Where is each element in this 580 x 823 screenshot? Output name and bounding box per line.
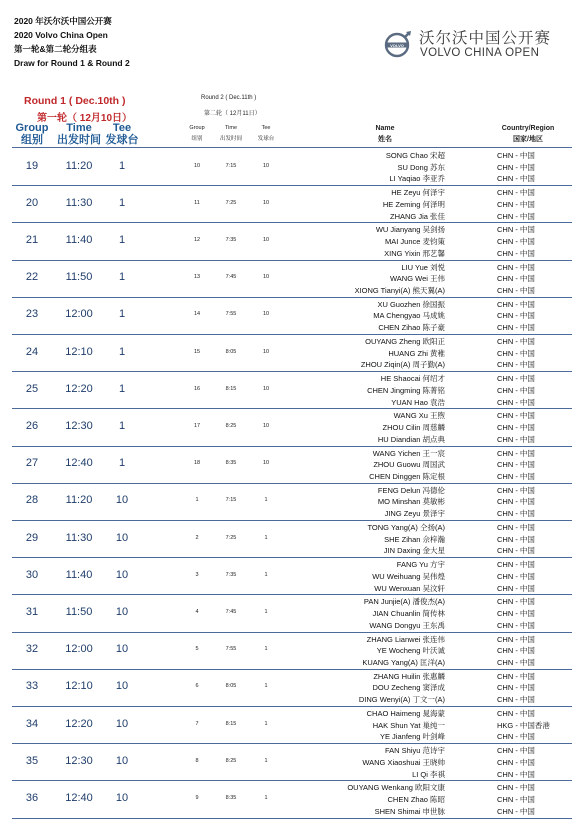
r2-start-time: 7:35 [225, 236, 237, 243]
player-name: HE Zeming 何泽明 [382, 199, 445, 209]
tee-number: 1 [118, 382, 126, 395]
r2-tee-number: 10 [262, 274, 270, 281]
player-name: ZHOU Cilin 周慈麟 [382, 423, 445, 433]
player-name: MO Minshan 莫敏彬 [377, 497, 445, 507]
table-row [12, 408, 572, 445]
player-name: SU Dong 苏东 [397, 162, 445, 172]
group-number: 21 [25, 233, 39, 246]
r2-group-number: 14 [193, 311, 201, 318]
group-number: 28 [25, 494, 39, 507]
table-row [12, 148, 572, 185]
player-name: WANG Yichen 王一宸 [372, 448, 445, 458]
tee-number: 10 [115, 791, 129, 804]
player-country: CHN - 中国 [497, 411, 535, 421]
tee-number: 1 [118, 159, 126, 172]
r2-tee-number: 10 [262, 385, 270, 392]
player-name: WANG Wei 王伟 [389, 274, 445, 284]
start-time: 12:10 [65, 345, 93, 358]
group-number: 30 [25, 568, 39, 581]
r2-start-time: 8:05 [225, 683, 237, 690]
r2-tee-number: 1 [264, 720, 268, 727]
player-country: CHN - 中国 [497, 337, 535, 346]
group-number: 24 [25, 345, 39, 358]
tee-number: 1 [118, 457, 126, 470]
group-number: 34 [25, 717, 39, 730]
player-country: CHN - 中国 [497, 397, 535, 407]
player-name: XING Yixin 邢艺馨 [384, 248, 445, 258]
group-number: 27 [25, 457, 39, 470]
start-time: 11:30 [65, 196, 93, 209]
start-time: 11:20 [65, 159, 93, 172]
col-r2-tee-header: Tee 发球台 [257, 125, 275, 142]
table-row [12, 743, 572, 780]
player-country: CHN - 中国 [497, 620, 535, 630]
player-country: CHN - 中国 [497, 769, 535, 779]
player-country: CHN - 中国 [497, 671, 535, 681]
r2-group-number: 3 [195, 571, 199, 578]
start-time: 12:20 [65, 382, 93, 395]
tee-number: 10 [115, 680, 129, 693]
volvo-emblem-icon [382, 30, 412, 60]
table-row [12, 260, 572, 297]
player-name: MAI Junce 麦钧策 [384, 237, 445, 247]
table-row [12, 446, 572, 483]
table-row [12, 594, 572, 631]
r2-group-number: 16 [193, 385, 201, 392]
start-time: 11:50 [65, 271, 93, 284]
group-number: 35 [25, 754, 39, 767]
r2-group-number: 4 [195, 608, 199, 615]
player-country: CHN - 中国 [497, 571, 535, 581]
r2-start-time: 8:15 [225, 720, 237, 727]
table-divider [12, 818, 572, 819]
r2-start-time: 8:25 [225, 757, 237, 764]
player-name: FANG Yu 方宇 [396, 560, 445, 570]
header-subtitle-en: Draw for Round 1 & Round 2 [14, 58, 130, 68]
player-name: ZHOU Guowu 周国武 [373, 460, 445, 470]
r2-start-time: 8:05 [225, 348, 237, 355]
tee-number: 1 [118, 196, 126, 209]
player-country: CHN - 中国 [497, 460, 535, 470]
r2-start-time: 7:25 [225, 199, 237, 206]
round2-label-cn: 第二轮（ 12月11日） [204, 111, 261, 117]
player-name: FENG Delun 冯德伦 [377, 485, 445, 495]
player-name: JIN Daxing 金大星 [383, 546, 445, 556]
start-time: 12:10 [65, 680, 93, 693]
header-title-en: 2020 Volvo China Open [14, 30, 108, 40]
player-country: CHN - 中国 [497, 509, 535, 519]
r2-start-time: 8:15 [225, 385, 237, 392]
player-country: CHN - 中国 [497, 188, 535, 198]
player-name: WU Wenxuan 吴汶轩 [374, 583, 445, 593]
player-country: CHN - 中国 [497, 423, 535, 433]
header-title-cn: 2020 年沃尔沃中国公开赛 [14, 16, 112, 26]
player-country: CHN - 中国 [497, 523, 535, 532]
player-country: CHN - 中国 [497, 560, 535, 570]
player-country: CHN - 中国 [497, 374, 535, 384]
start-time: 11:40 [65, 233, 93, 246]
player-name: XIONG Tianyi(A) 熊天翼(A) [354, 285, 445, 295]
player-country: CHN - 中国 [497, 597, 535, 607]
player-country: CHN - 中国 [497, 757, 535, 767]
player-name: DING Wenyi(A) 丁文一(A) [358, 695, 445, 705]
player-country: CHN - 中国 [497, 237, 535, 247]
r2-group-number: 5 [195, 646, 199, 653]
r2-group-number: 13 [193, 274, 201, 281]
group-number: 20 [25, 196, 39, 209]
player-name: FAN Shiyu 范诗宇 [384, 746, 445, 756]
player-name: HU Diandian 胡点典 [377, 434, 445, 444]
table-row [12, 669, 572, 706]
player-name: OUYANG Zheng 欧阳正 [365, 337, 445, 346]
player-country: CHN - 中国 [497, 795, 535, 805]
r2-tee-number: 1 [264, 497, 268, 504]
table-row [12, 222, 572, 259]
col-r2-time-header: Time 出发时间 [219, 125, 242, 142]
player-name: HE Zeyu 何泽宇 [391, 188, 445, 198]
col-group-header: Group 组别 [15, 122, 49, 146]
r2-tee-number: 1 [264, 794, 268, 801]
player-name: WANG Dongyu 王东禹 [369, 620, 445, 630]
player-country: CHN - 中国 [497, 695, 535, 705]
player-name: YE Jianfeng 叶剑峰 [379, 732, 445, 742]
r2-group-number: 2 [195, 534, 199, 541]
player-country: CHN - 中国 [497, 248, 535, 258]
r2-group-number: 7 [195, 720, 199, 727]
r2-group-number: 17 [193, 422, 201, 429]
col-r2-group-header: Group 组别 [189, 125, 205, 142]
r2-group-number: 8 [195, 757, 199, 764]
player-country: CHN - 中国 [497, 311, 535, 321]
r2-start-time: 7:15 [225, 162, 237, 169]
player-country: CHN - 中国 [497, 485, 535, 495]
player-name: MA Chengyao 马成姚 [373, 311, 445, 321]
table-row [12, 297, 572, 334]
r2-start-time: 7:45 [225, 608, 237, 615]
tee-number: 1 [118, 308, 126, 321]
player-country: CHN - 中国 [497, 174, 535, 184]
player-country: CHN - 中国 [497, 274, 535, 284]
start-time: 12:30 [65, 419, 93, 432]
player-name: XU Guozhen 徐国振 [377, 299, 445, 309]
r2-group-number: 12 [193, 236, 201, 243]
table-row [12, 706, 572, 743]
player-country: CHN - 中国 [497, 348, 535, 358]
group-number: 36 [25, 791, 39, 804]
r2-tee-number: 1 [264, 608, 268, 615]
player-country: CHN - 中国 [497, 546, 535, 556]
start-time: 12:20 [65, 717, 93, 730]
r2-tee-number: 10 [262, 162, 270, 169]
tee-number: 10 [115, 717, 129, 730]
player-country: CHN - 中国 [497, 732, 535, 742]
group-number: 26 [25, 419, 39, 432]
col-country-header: Country/Region 国家/地区 [501, 125, 555, 143]
round2-label-en: Round 2 ( Dec.11th ) [201, 95, 257, 101]
player-country: CHN - 中国 [497, 534, 535, 544]
player-name: CHEN Jingming 陈菁铭 [367, 385, 445, 395]
start-time: 11:20 [65, 494, 93, 507]
table-row [12, 632, 572, 669]
player-name: HE Shaocai 何绍才 [380, 374, 445, 384]
player-name: ZHANG Jia 张佳 [389, 211, 445, 221]
group-number: 31 [25, 605, 39, 618]
player-country: CHN - 中国 [497, 646, 535, 656]
start-time: 12:30 [65, 754, 93, 767]
r2-start-time: 7:45 [225, 274, 237, 281]
player-country: CHN - 中国 [497, 634, 535, 644]
r2-group-number: 10 [193, 162, 201, 169]
tee-number: 10 [115, 754, 129, 767]
round1-label-en: Round 1 ( Dec.10th ) [24, 95, 126, 107]
r2-start-time: 7:55 [225, 311, 237, 318]
r2-group-number: 11 [194, 199, 200, 206]
r2-tee-number: 1 [264, 646, 268, 653]
col-time-header: Time 出发时间 [57, 122, 101, 146]
tee-number: 10 [115, 643, 129, 656]
logo-text-cn: 沃尔沃中国公开赛 [419, 30, 552, 47]
player-country: CHN - 中国 [497, 434, 535, 444]
round1-label-cn: 第一轮（ 12月10日） [37, 113, 133, 124]
document-header [14, 14, 130, 70]
player-name: CHEN Zihao 陈子豪 [378, 323, 445, 333]
group-number: 32 [25, 643, 39, 656]
tee-number: 10 [115, 494, 129, 507]
player-name: WU Jianyang 吴剑扬 [375, 225, 445, 235]
tee-number: 10 [115, 605, 129, 618]
table-row [12, 557, 572, 594]
player-country: CHN - 中国 [497, 262, 535, 272]
table-row [12, 185, 572, 222]
player-country: CHN - 中国 [497, 709, 535, 718]
table-row [12, 334, 572, 371]
player-country: CHN - 中国 [497, 299, 535, 309]
player-country: CHN - 中国 [497, 448, 535, 458]
player-name: SONG Chao 宋超 [385, 151, 445, 160]
player-name: HUANG Zhi 黄稚 [388, 348, 445, 358]
player-name: LI Yaqiao 李亚乔 [389, 174, 445, 184]
player-country: CHN - 中国 [497, 225, 535, 235]
player-country: CHN - 中国 [497, 151, 535, 160]
player-name: LIU Yue 刘悦 [401, 262, 445, 272]
group-number: 23 [25, 308, 39, 321]
player-country: CHN - 中国 [497, 471, 535, 481]
r2-group-number: 15 [193, 348, 201, 355]
tee-number: 1 [118, 345, 126, 358]
player-country: CHN - 中国 [497, 609, 535, 619]
player-country: CHN - 中国 [497, 162, 535, 172]
col-tee-header: Tee 发球台 [105, 122, 139, 146]
player-name: WU Weihuang 吴伟煌 [372, 571, 445, 581]
tee-number: 10 [115, 568, 129, 581]
player-country: CHN - 中国 [497, 583, 535, 593]
player-country: CHN - 中国 [497, 199, 535, 209]
r2-tee-number: 1 [264, 534, 268, 541]
player-name: PAN Junjie(A) 潘俊杰(A) [363, 597, 445, 607]
start-time: 12:40 [65, 457, 93, 470]
player-name: KUANG Yang(A) 匡洋(A) [362, 657, 445, 667]
player-country: CHN - 中国 [497, 657, 535, 667]
r2-group-number: 18 [193, 460, 201, 467]
player-name: CHEN Dinggen 陈定根 [369, 471, 445, 481]
player-name: WANG Xiaoshuai 王晓帅 [362, 757, 445, 767]
r2-start-time: 8:25 [225, 422, 237, 429]
logo-text-en: VOLVO CHINA OPEN [420, 47, 540, 59]
r2-tee-number: 10 [262, 460, 270, 467]
player-name: JING Zeyu 景泽宇 [384, 509, 445, 519]
r2-group-number: 9 [195, 794, 199, 801]
player-country: CHN - 中国 [497, 783, 535, 793]
tee-number: 1 [118, 419, 126, 432]
start-time: 12:40 [65, 791, 93, 804]
start-time: 12:00 [65, 308, 93, 321]
r2-start-time: 7:25 [225, 534, 237, 541]
logo-mark-text: VOLVO [390, 42, 404, 48]
r2-tee-number: 10 [262, 311, 270, 318]
group-number: 22 [25, 271, 39, 284]
r2-start-time: 8:35 [225, 460, 237, 467]
player-name: DOU Zecheng 窦泽成 [372, 683, 445, 693]
r2-group-number: 6 [195, 683, 199, 690]
player-country: CHN - 中国 [497, 746, 535, 756]
player-country: CHN - 中国 [497, 360, 535, 370]
player-name: JIAN Chuanlin 简传林 [372, 609, 445, 619]
start-time: 11:40 [65, 568, 93, 581]
player-name: HAK Shun Yat 巢纯一 [372, 720, 445, 730]
player-name: ZHANG Lianwei 张连伟 [366, 634, 445, 644]
player-name: OUYANG Wenkang 欧阳文康 [347, 783, 445, 793]
player-name: CHAO Haimeng 晁海蒙 [366, 709, 445, 718]
r2-group-number: 1 [195, 497, 199, 504]
tee-number: 10 [115, 531, 129, 544]
r2-start-time: 8:35 [225, 794, 237, 801]
player-country: CHN - 中国 [497, 211, 535, 221]
start-time: 12:00 [65, 643, 93, 656]
table-row [12, 371, 572, 408]
group-number: 19 [25, 159, 39, 172]
r2-tee-number: 10 [262, 422, 270, 429]
player-name: ZHOU Ziqin(A) 周子勤(A) [360, 360, 445, 370]
player-country: HKG - 中国香港 [497, 720, 550, 730]
player-country: CHN - 中国 [497, 806, 535, 816]
player-name: YE Wocheng 叶沃诚 [376, 646, 445, 656]
player-name: LI Qi 李祺 [412, 769, 445, 779]
player-name: WANG Xu 王煦 [393, 411, 445, 421]
player-country: CHN - 中国 [497, 497, 535, 507]
r2-tee-number: 1 [264, 683, 268, 690]
tee-number: 1 [118, 233, 126, 246]
player-name: TONG Yang(A) 仝扬(A) [367, 523, 445, 532]
player-name: SHE Zihan 佘梓瀚 [384, 534, 445, 544]
r2-start-time: 7:55 [225, 646, 237, 653]
r2-tee-number: 1 [264, 571, 268, 578]
player-country: CHN - 中国 [497, 285, 535, 295]
r2-tee-number: 1 [264, 757, 268, 764]
player-country: CHN - 中国 [497, 385, 535, 395]
col-name-header: Name 姓名 [375, 125, 395, 143]
group-number: 29 [25, 531, 39, 544]
table-row [12, 520, 572, 557]
player-name: ZHANG Huilin 张惠麟 [373, 671, 445, 681]
header-subtitle-cn: 第一轮&第二轮分组表 [14, 44, 97, 54]
start-time: 11:30 [65, 531, 93, 544]
r2-start-time: 7:15 [225, 497, 237, 504]
player-country: CHN - 中国 [497, 683, 535, 693]
r2-tee-number: 10 [262, 199, 270, 206]
table-row [12, 483, 572, 520]
start-time: 11:50 [65, 605, 93, 618]
r2-tee-number: 10 [262, 348, 270, 355]
table-row [12, 780, 572, 817]
player-country: CHN - 中国 [497, 323, 535, 333]
player-name: SHEN Shimai 申世脉 [374, 806, 445, 816]
r2-tee-number: 10 [262, 236, 270, 243]
r2-start-time: 7:35 [225, 571, 237, 578]
player-name: CHEN Zhao 陈昭 [387, 795, 445, 805]
player-name: YUAN Hao 袁浩 [391, 397, 445, 407]
volvo-china-open-logo [382, 26, 572, 66]
group-number: 25 [25, 382, 39, 395]
group-number: 33 [25, 680, 39, 693]
tee-number: 1 [118, 271, 126, 284]
